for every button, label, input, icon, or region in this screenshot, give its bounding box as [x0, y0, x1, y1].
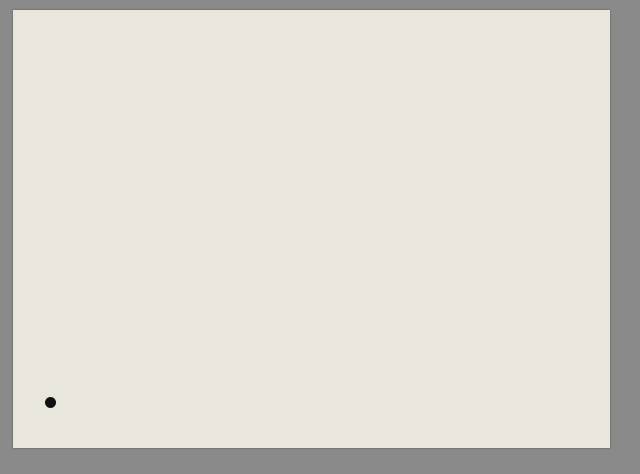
punch-hole: [45, 397, 56, 408]
document-page: [13, 10, 610, 448]
